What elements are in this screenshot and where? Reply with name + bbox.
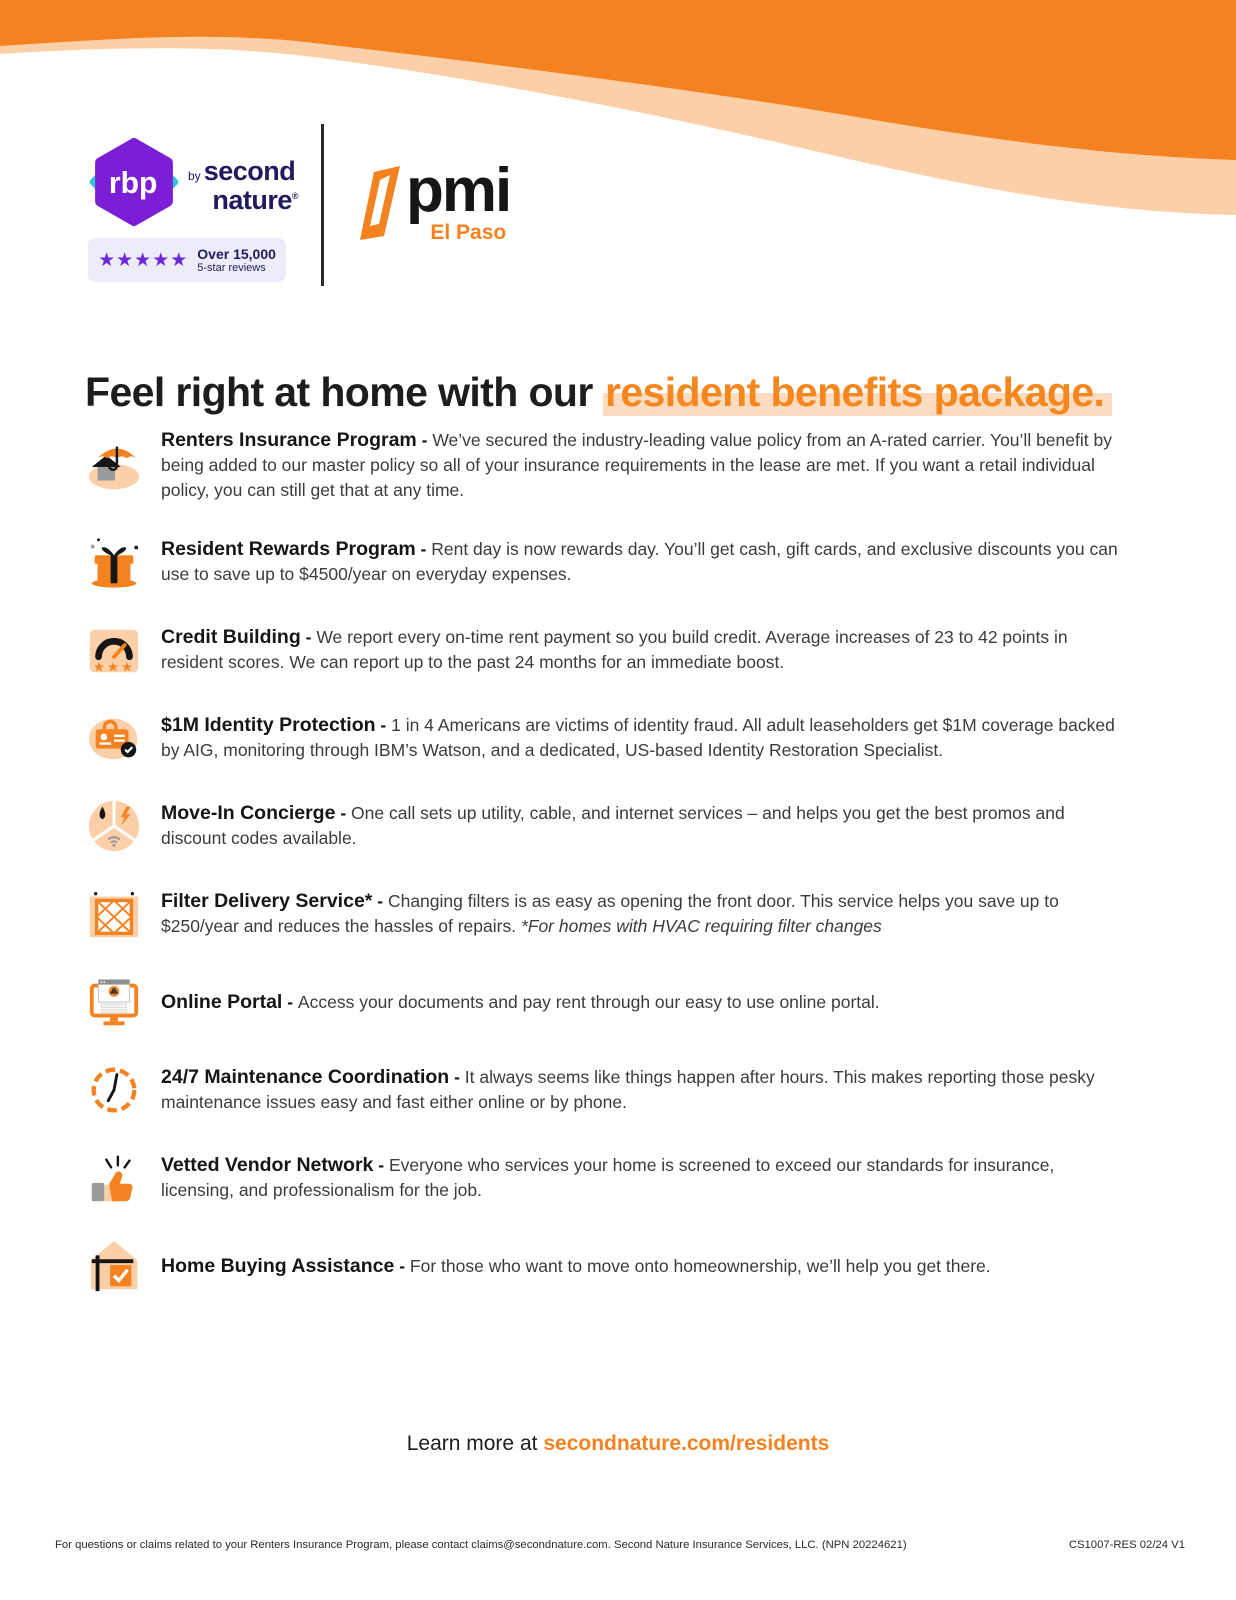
credit-gauge-icon — [85, 621, 143, 679]
benefit-body: Rent day is now rewards day. You’ll get cash, gift cards, and exclusive discounts you can use to save up to $4500/year on everyday expenses. — [161, 539, 1118, 584]
clock-icon — [85, 1061, 143, 1119]
benefit-text: 24/7 Maintenance Coordination - It always seems like things happen after hours. This makes reporting those pesky maintenance issues easy and fast either online or by phone. — [161, 1066, 1095, 1112]
benefit-body: For those who want to move onto homeownership, we’ll help you get there. — [409, 1255, 991, 1276]
pmi-location: El Paso — [430, 220, 507, 244]
brand-word-nature: nature — [212, 185, 292, 215]
thumbs-up-icon — [85, 1149, 143, 1207]
benefit-body: Everyone who services your home is screened to exceed our standards for insurance, licensing, and professionalism for the job. — [161, 1155, 1055, 1200]
online-portal-monitor-icon — [85, 973, 143, 1031]
benefit-row-credit-building — [85, 621, 1130, 679]
pmi-mark-icon — [356, 166, 402, 242]
rbp-logo — [88, 130, 180, 234]
benefit-body: Changing filters is as easy as opening the front door. This service helps you save up to $250/year and reduces the hassles of repairs. — [161, 891, 1059, 936]
benefit-body: 1 in 4 Americans are victims of identity fraud. All adult leaseholders get $1M coverage backed by AIG, monitoring through IBM’s Watson, and a dedicated, US-based Identity Restoration Specialist. — [161, 715, 1115, 760]
benefit-row-identity-protection — [85, 709, 1130, 767]
benefit-text: $1M Identity Protection - 1 in 4 Americans are victims of identity fraud. All adult leaseholders get $1M coverage backed by AIG, monitoring through IBM’s Watson, and a dedicated, US-based Identity Restoration Specialist. — [161, 714, 1115, 760]
benefit-body: We’ve secured the industry-leading value policy from an A-rated carrier. You’ll benefit by being added to our master policy so all of your insurance requirements in the lease are met. If you want a retail individual policy, you can still get that at any time. — [161, 430, 1112, 500]
reviews-badge — [88, 238, 286, 282]
benefit-title: Move-In Concierge — [161, 802, 336, 824]
id-card-shield-icon — [85, 709, 143, 767]
benefit-title: Renters Insurance Program — [161, 429, 417, 451]
logo-divider — [321, 124, 324, 286]
benefit-title: Credit Building — [161, 626, 301, 648]
benefit-text: Credit Building - We report every on-time rent payment so you build credit. Average increases of 23 to 42 points in resident scores. We can report up to the past 24 months for an immediate boost. — [161, 626, 1068, 672]
benefit-title: Vetted Vendor Network — [161, 1154, 374, 1176]
benefit-row-vetted-vendors — [85, 1149, 1130, 1207]
benefit-text: Filter Delivery Service* - Changing filters is as easy as opening the front door. This service helps you save up to $250/year and reduces the hassles of repairs. *For homes with HVAC requiring filter changes — [161, 890, 1059, 936]
benefit-text: Move-In Concierge - One call sets up utility, cable, and internet services – and helps you get the best promos and discount codes available. — [161, 802, 1065, 848]
learn-more-prefix: Learn more at — [406, 1432, 538, 1455]
benefit-title: Home Buying Assistance — [161, 1254, 395, 1277]
residents-link[interactable]: secondnature.com/residents — [543, 1432, 830, 1455]
benefit-row-renters-insurance — [85, 428, 1130, 503]
air-filter-icon — [85, 885, 143, 943]
benefit-body: Access your documents and pay rent through our easy to use online portal. — [297, 991, 880, 1012]
benefit-text: Online Portal - Access your documents and pay rent through our easy to use online portal. — [161, 990, 880, 1013]
benefit-title: Filter Delivery Service* — [161, 890, 373, 912]
reviews-label: 5-star reviews — [197, 261, 266, 274]
benefit-row-online-portal — [85, 973, 1130, 1031]
benefit-title: $1M Identity Protection — [161, 714, 376, 736]
benefit-text: Resident Rewards Program - Rent day is now rewards day. You’ll get cash, gift cards, and exclusive discounts you can use to save up to $4500/year on everyday expenses. — [161, 538, 1118, 584]
pmi-wordmark: pmi — [406, 156, 511, 225]
benefit-note: *For homes with HVAC requiring filter changes — [516, 916, 882, 936]
brand-word-second: second — [203, 156, 296, 186]
benefit-body: We report every on-time rent payment so you build credit. Average increases of 23 to 42 points in resident scores. We can report up to the past 24 months for an immediate boost. — [161, 627, 1068, 672]
header-wave-graphic — [0, 0, 1236, 260]
benefit-title: Resident Rewards Program — [161, 538, 416, 560]
benefit-title: Online Portal — [161, 990, 283, 1013]
learn-more-line — [0, 1432, 1236, 1456]
benefit-row-filter-delivery — [85, 885, 1130, 943]
registered-mark: ® — [291, 191, 298, 201]
pmi-logo — [356, 156, 511, 245]
headline-highlight: resident benefits package. — [603, 369, 1112, 417]
benefit-text: Home Buying Assistance - For those who want to move onto homeownership, we’ll help you get there. — [161, 1254, 991, 1277]
benefit-row-resident-rewards — [85, 533, 1130, 591]
benefits-list — [85, 428, 1130, 1325]
fine-print — [55, 1539, 1185, 1551]
benefit-title: 24/7 Maintenance Coordination — [161, 1066, 450, 1088]
benefit-text: Vetted Vendor Network - Everyone who services your home is screened to exceed our standards for insurance, licensing, and professionalism for the job. — [161, 1154, 1055, 1200]
benefit-row-maintenance — [85, 1061, 1130, 1119]
rbp-monogram-text: rbp — [108, 166, 158, 200]
house-sold-sign-icon — [85, 1237, 143, 1295]
fine-print-left: For questions or claims related to your Renters Insurance Program, please contact claims@secondnature.com. Second Nature Insurance Services, LLC. (NPN 20224621) — [55, 1539, 907, 1551]
gift-box-icon — [85, 533, 143, 591]
page-title — [85, 369, 1215, 416]
by-label: by — [188, 169, 201, 183]
fine-print-right: CS1007-RES 02/24 V1 — [1068, 1539, 1185, 1551]
utilities-circle-icon — [85, 797, 143, 855]
benefit-body: One call sets up utility, cable, and internet services – and helps you get the best promos and discount codes available. — [161, 803, 1065, 848]
umbrella-house-icon — [85, 437, 143, 495]
svg-text:★★★: ★★★ — [92, 659, 136, 675]
reviews-count: Over 15,000 — [197, 245, 276, 262]
five-stars-icon: ★★★★★ — [98, 249, 189, 271]
benefit-row-home-buying — [85, 1237, 1130, 1295]
second-nature-wordmark — [188, 158, 298, 214]
benefit-body: It always seems like things happen after hours. This makes reporting those pesky maintenance issues easy and fast either online or by phone. — [161, 1067, 1095, 1112]
benefit-text: Renters Insurance Program - We’ve secured the industry-leading value policy from an A-rated carrier. You’ll benefit by being added to our master policy so all of your insurance requirements in the lease are met. If you want a retail individual policy, you can still get that at any time. — [161, 429, 1112, 500]
headline-prefix: Feel right at home with our — [85, 369, 593, 416]
benefit-row-move-in-concierge — [85, 797, 1130, 855]
